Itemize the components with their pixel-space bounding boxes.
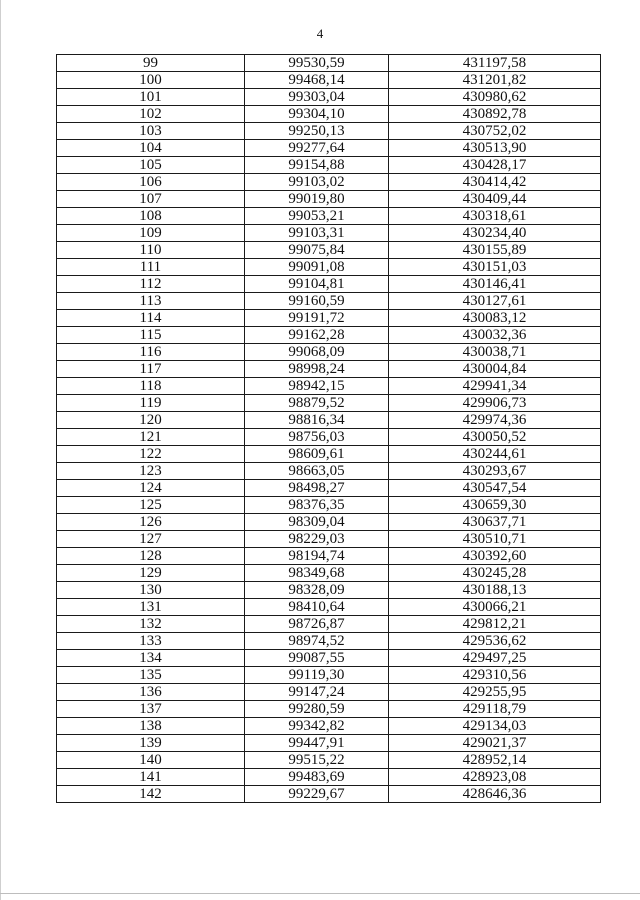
table-row	[57, 480, 601, 497]
table-row	[57, 276, 601, 293]
y-coordinate-cell: 430659,30	[389, 497, 601, 514]
x-coordinate-cell: 99087,55	[245, 650, 389, 667]
x-coordinate-cell: 99068,09	[245, 344, 389, 361]
x-coordinate-cell: 98309,04	[245, 514, 389, 531]
point-number-cell: 131	[57, 599, 245, 616]
point-number-cell: 121	[57, 429, 245, 446]
table-row	[57, 208, 601, 225]
table-row	[57, 412, 601, 429]
x-coordinate-cell: 98816,34	[245, 412, 389, 429]
point-number-cell: 120	[57, 412, 245, 429]
x-coordinate-cell: 98756,03	[245, 429, 389, 446]
x-coordinate-cell: 99154,88	[245, 157, 389, 174]
x-coordinate-cell: 99104,81	[245, 276, 389, 293]
table-row	[57, 242, 601, 259]
y-coordinate-cell: 430414,42	[389, 174, 601, 191]
y-coordinate-cell: 429812,21	[389, 616, 601, 633]
y-coordinate-cell: 429134,03	[389, 718, 601, 735]
y-coordinate-cell: 430892,78	[389, 106, 601, 123]
point-number-cell: 129	[57, 565, 245, 582]
coordinates-table-body	[57, 55, 601, 803]
y-coordinate-cell: 430510,71	[389, 531, 601, 548]
table-row	[57, 497, 601, 514]
x-coordinate-cell: 98998,24	[245, 361, 389, 378]
point-number-cell: 142	[57, 786, 245, 803]
page-number: 4	[316, 26, 324, 41]
table-row	[57, 548, 601, 565]
x-coordinate-cell: 99303,04	[245, 89, 389, 106]
x-coordinate-cell: 99342,82	[245, 718, 389, 735]
table-row	[57, 344, 601, 361]
x-coordinate-cell: 98942,15	[245, 378, 389, 395]
y-coordinate-cell: 430318,61	[389, 208, 601, 225]
point-number-cell: 127	[57, 531, 245, 548]
y-coordinate-cell: 429906,73	[389, 395, 601, 412]
x-coordinate-cell: 98879,52	[245, 395, 389, 412]
table-row	[57, 378, 601, 395]
point-number-cell: 137	[57, 701, 245, 718]
x-coordinate-cell: 98663,05	[245, 463, 389, 480]
table-row	[57, 650, 601, 667]
x-coordinate-cell: 98609,61	[245, 446, 389, 463]
table-row	[57, 752, 601, 769]
y-coordinate-cell: 431197,58	[389, 55, 601, 72]
point-number-cell: 113	[57, 293, 245, 310]
point-number-cell: 124	[57, 480, 245, 497]
table-row	[57, 395, 601, 412]
point-number-cell: 116	[57, 344, 245, 361]
y-coordinate-cell: 430032,36	[389, 327, 601, 344]
y-coordinate-cell: 429536,62	[389, 633, 601, 650]
x-coordinate-cell: 99483,69	[245, 769, 389, 786]
table-row	[57, 225, 601, 242]
point-number-cell: 134	[57, 650, 245, 667]
y-coordinate-cell: 430752,02	[389, 123, 601, 140]
point-number-cell: 102	[57, 106, 245, 123]
x-coordinate-cell: 98498,27	[245, 480, 389, 497]
point-number-cell: 112	[57, 276, 245, 293]
table-row	[57, 684, 601, 701]
y-coordinate-cell: 430188,13	[389, 582, 601, 599]
y-coordinate-cell: 430151,03	[389, 259, 601, 276]
table-row	[57, 191, 601, 208]
table-row	[57, 599, 601, 616]
table-row	[57, 174, 601, 191]
x-coordinate-cell: 99119,30	[245, 667, 389, 684]
x-coordinate-cell: 99468,14	[245, 72, 389, 89]
table-row	[57, 718, 601, 735]
y-coordinate-cell: 430293,67	[389, 463, 601, 480]
x-coordinate-cell: 99530,59	[245, 55, 389, 72]
y-coordinate-cell: 430083,12	[389, 310, 601, 327]
table-row	[57, 769, 601, 786]
y-coordinate-cell: 430547,54	[389, 480, 601, 497]
table-row	[57, 565, 601, 582]
point-number-cell: 122	[57, 446, 245, 463]
x-coordinate-cell: 99103,02	[245, 174, 389, 191]
x-coordinate-cell: 99103,31	[245, 225, 389, 242]
point-number-cell: 109	[57, 225, 245, 242]
x-coordinate-cell: 98974,52	[245, 633, 389, 650]
x-coordinate-cell: 99091,08	[245, 259, 389, 276]
table-row	[57, 531, 601, 548]
point-number-cell: 118	[57, 378, 245, 395]
table-row	[57, 446, 601, 463]
point-number-cell: 115	[57, 327, 245, 344]
table-row	[57, 327, 601, 344]
x-coordinate-cell: 99280,59	[245, 701, 389, 718]
y-coordinate-cell: 430155,89	[389, 242, 601, 259]
table-row	[57, 310, 601, 327]
y-coordinate-cell: 430050,52	[389, 429, 601, 446]
table-row	[57, 106, 601, 123]
point-number-cell: 103	[57, 123, 245, 140]
y-coordinate-cell: 430392,60	[389, 548, 601, 565]
x-coordinate-cell: 99447,91	[245, 735, 389, 752]
point-number-cell: 108	[57, 208, 245, 225]
y-coordinate-cell: 428952,14	[389, 752, 601, 769]
point-number-cell: 110	[57, 242, 245, 259]
point-number-cell: 105	[57, 157, 245, 174]
y-coordinate-cell: 430409,44	[389, 191, 601, 208]
x-coordinate-cell: 99147,24	[245, 684, 389, 701]
point-number-cell: 139	[57, 735, 245, 752]
point-number-cell: 104	[57, 140, 245, 157]
x-coordinate-cell: 99075,84	[245, 242, 389, 259]
y-coordinate-cell: 430428,17	[389, 157, 601, 174]
y-coordinate-cell: 430066,21	[389, 599, 601, 616]
x-coordinate-cell: 99019,80	[245, 191, 389, 208]
x-coordinate-cell: 98410,64	[245, 599, 389, 616]
y-coordinate-cell: 428923,08	[389, 769, 601, 786]
y-coordinate-cell: 430127,61	[389, 293, 601, 310]
point-number-cell: 125	[57, 497, 245, 514]
point-number-cell: 123	[57, 463, 245, 480]
y-coordinate-cell: 430245,28	[389, 565, 601, 582]
x-coordinate-cell: 99229,67	[245, 786, 389, 803]
y-coordinate-cell: 430038,71	[389, 344, 601, 361]
point-number-cell: 101	[57, 89, 245, 106]
table-row	[57, 463, 601, 480]
x-coordinate-cell: 99277,64	[245, 140, 389, 157]
y-coordinate-cell: 428646,36	[389, 786, 601, 803]
x-coordinate-cell: 98328,09	[245, 582, 389, 599]
table-row	[57, 361, 601, 378]
point-number-cell: 128	[57, 548, 245, 565]
table-row	[57, 735, 601, 752]
table-row	[57, 582, 601, 599]
table-row	[57, 701, 601, 718]
point-number-cell: 135	[57, 667, 245, 684]
scan-left-edge	[0, 0, 1, 900]
x-coordinate-cell: 99162,28	[245, 327, 389, 344]
point-number-cell: 111	[57, 259, 245, 276]
table-row	[57, 293, 601, 310]
y-coordinate-cell: 429941,34	[389, 378, 601, 395]
y-coordinate-cell: 430146,41	[389, 276, 601, 293]
y-coordinate-cell: 430980,62	[389, 89, 601, 106]
table-row	[57, 259, 601, 276]
point-number-cell: 119	[57, 395, 245, 412]
table-row	[57, 123, 601, 140]
point-number-cell: 117	[57, 361, 245, 378]
table-row	[57, 667, 601, 684]
table-row	[57, 633, 601, 650]
point-number-cell: 107	[57, 191, 245, 208]
y-coordinate-cell: 430244,61	[389, 446, 601, 463]
x-coordinate-cell: 98194,74	[245, 548, 389, 565]
x-coordinate-cell: 99515,22	[245, 752, 389, 769]
point-number-cell: 130	[57, 582, 245, 599]
y-coordinate-cell: 429310,56	[389, 667, 601, 684]
table-row	[57, 429, 601, 446]
x-coordinate-cell: 98229,03	[245, 531, 389, 548]
point-number-cell: 132	[57, 616, 245, 633]
point-number-cell: 140	[57, 752, 245, 769]
x-coordinate-cell: 99191,72	[245, 310, 389, 327]
y-coordinate-cell: 429255,95	[389, 684, 601, 701]
coordinates-table	[56, 54, 601, 803]
y-coordinate-cell: 429021,37	[389, 735, 601, 752]
y-coordinate-cell: 430004,84	[389, 361, 601, 378]
x-coordinate-cell: 99053,21	[245, 208, 389, 225]
x-coordinate-cell: 99250,13	[245, 123, 389, 140]
scan-bottom-edge	[0, 893, 640, 894]
point-number-cell: 126	[57, 514, 245, 531]
table-row	[57, 55, 601, 72]
y-coordinate-cell: 431201,82	[389, 72, 601, 89]
y-coordinate-cell: 430234,40	[389, 225, 601, 242]
y-coordinate-cell: 429497,25	[389, 650, 601, 667]
point-number-cell: 141	[57, 769, 245, 786]
table-row	[57, 616, 601, 633]
y-coordinate-cell: 430513,90	[389, 140, 601, 157]
table-row	[57, 72, 601, 89]
point-number-cell: 133	[57, 633, 245, 650]
point-number-cell: 99	[57, 55, 245, 72]
y-coordinate-cell: 430637,71	[389, 514, 601, 531]
x-coordinate-cell: 98349,68	[245, 565, 389, 582]
table-row	[57, 140, 601, 157]
y-coordinate-cell: 429974,36	[389, 412, 601, 429]
table-row	[57, 89, 601, 106]
table-row	[57, 786, 601, 803]
point-number-cell: 100	[57, 72, 245, 89]
point-number-cell: 106	[57, 174, 245, 191]
x-coordinate-cell: 99304,10	[245, 106, 389, 123]
table-row	[57, 157, 601, 174]
point-number-cell: 114	[57, 310, 245, 327]
x-coordinate-cell: 98726,87	[245, 616, 389, 633]
point-number-cell: 136	[57, 684, 245, 701]
x-coordinate-cell: 98376,35	[245, 497, 389, 514]
x-coordinate-cell: 99160,59	[245, 293, 389, 310]
table-row	[57, 514, 601, 531]
point-number-cell: 138	[57, 718, 245, 735]
y-coordinate-cell: 429118,79	[389, 701, 601, 718]
